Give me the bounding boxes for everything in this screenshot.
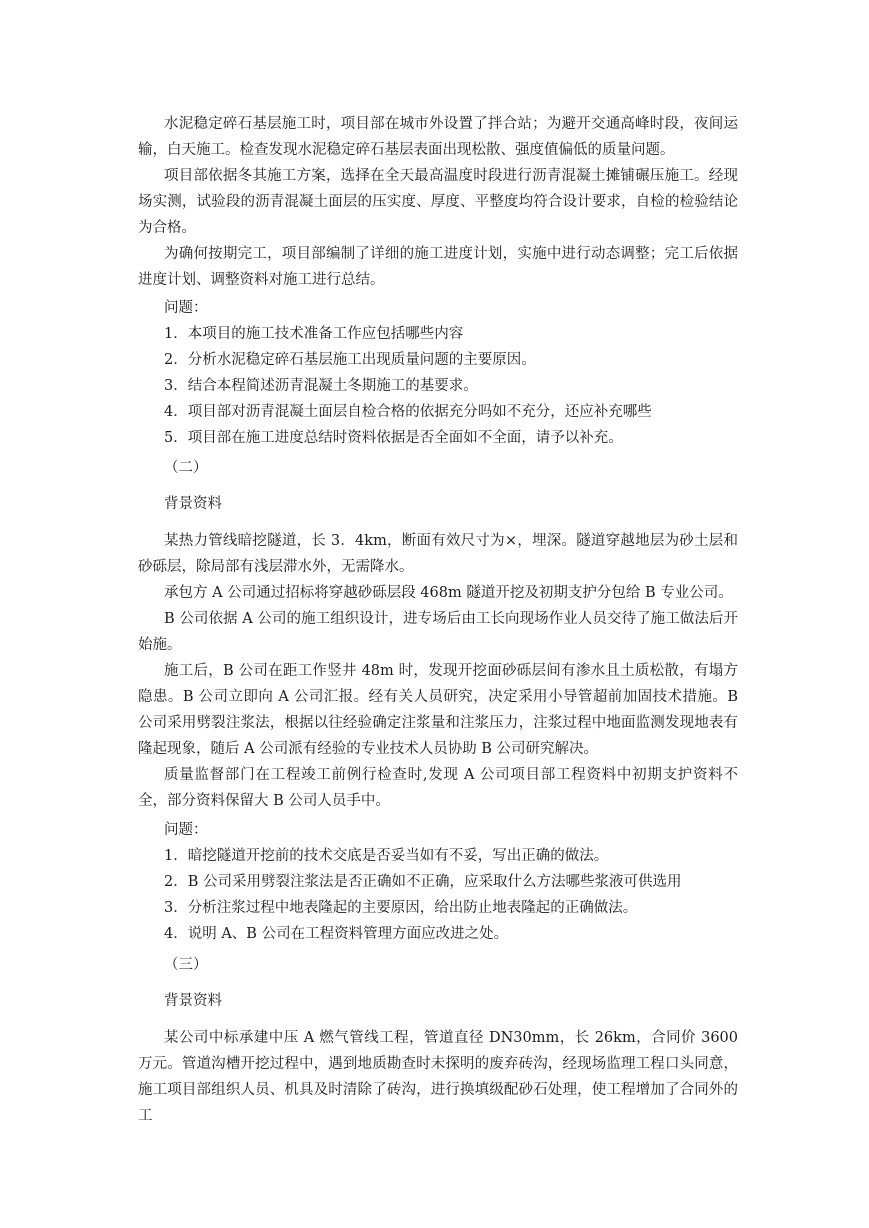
section-2-background-title <box>138 491 738 517</box>
question-item: 4．项目部对沥青混凝土面层自检合格的依据充分吗如不充分，还应补充哪些 <box>164 404 652 420</box>
question-item: 4．说明 A、B 公司在工程资料管理方面应改进之处。 <box>164 926 509 942</box>
questions-title: 问题： <box>164 300 208 316</box>
background-title: 背景资料 <box>164 496 222 512</box>
question-item: 3．结合本程简述沥青混凝土冬期施工的基要求。 <box>164 378 478 394</box>
section-1-questions <box>138 295 738 451</box>
question-item: 3．分析注浆过程中地表隆起的主要原因，给出防止地表隆起的正确做法。 <box>164 900 638 916</box>
section-3-number <box>138 952 738 978</box>
question-item: 1．本项目的施工技术准备工作应包括哪些内容 <box>164 326 464 342</box>
section-2-body <box>138 528 738 814</box>
paragraph: B 公司依据 A 公司的施工组织设计，进专场后由工长向现场作业人员交待了施工做法后开始施。 <box>138 611 738 653</box>
question-item: 5．项目部在施工进度总结时资料依据是否全面如不全面，请予以补充。 <box>164 430 623 446</box>
paragraph: 承包方 A 公司通过招标将穿越砂砾层段 468m 隧道开挖及初期支护分包给 B 专业公司。 <box>164 585 733 601</box>
paragraph: 某公司中标承建中压 A 燃气管线工程，管道直径 DN30mm，长 26km，合同价 3600 万元。管道沟槽开挖过程中，遇到地质勘查时未探明的废弃砖沟，经现场监理工程口头同意，施工项目部组织人员、机具及时清除了砖沟，进行换填级配砂石处理，使工程增加了合同外的工 <box>138 1030 738 1124</box>
section-number: （三） <box>164 957 208 973</box>
paragraph: 质量监督部门在工程竣工前例行检查时,发现 A 公司项目部工程资料中初期支护资料不全，部分资料保留大 B 公司人员手中。 <box>138 767 738 809</box>
paragraph: 水泥稳定碎石基层施工时，项目部在城市外设置了拌合站；为避开交通高峰时段，夜间运输，白天施工。检查发现水泥稳定碎石基层表面出现松散、强度值偏低的质量问题。 <box>138 116 738 158</box>
question-item: 2．B 公司采用劈裂注浆法是否正确如不正确，应采取什么方法哪些浆液可供选用 <box>164 874 682 890</box>
section-2-questions <box>138 817 738 947</box>
paragraph: 项目部依据冬其施工方案，选择在全天最高温度时段进行沥青混凝土摊铺碾压施工。经现场实测，试验段的沥青混凝土面层的压实度、厚度、平整度均符合设计要求，自检的检验结论为合格。 <box>138 168 738 236</box>
paragraph: 为确何按期完工，项目部编制了详细的施工进度计划，实施中进行动态调整；完工后依据进度计划、调整资料对施工进行总结。 <box>138 246 738 288</box>
question-item: 1．暗挖隧道开挖前的技术交底是否妥当如有不妥，写出正确的做法。 <box>164 848 609 864</box>
background-title: 背景资料 <box>164 993 222 1009</box>
section-3-body <box>138 1025 738 1129</box>
questions-title: 问题： <box>164 822 208 838</box>
section-1-body <box>138 111 738 293</box>
question-item: 2．分析水泥稳定碎石基层施工出现质量问题的主要原因。 <box>164 352 536 368</box>
paragraph: 某热力管线暗挖隧道，长 3．4km，断面有效尺寸为×，埋深。隧道穿越地层为砂土层和砂砾层，除局部有浅层滞水外，无需降水。 <box>138 533 738 575</box>
paragraph: 施工后，B 公司在距工作竖井 48m 时，发现开挖面砂砾层间有渗水且土质松散，有塌方隐患。B 公司立即向 A 公司汇报。经有关人员研究，决定采用小导管超前加固技术措施。B 公司采用劈裂注浆法，根据以往经验确定注浆量和注浆压力，注浆过程中地面监测发现地表有隆起现象，随后 A 公司派有经验的专业技术人员协助 B 公司研究解决。 <box>138 663 738 757</box>
section-number: （二） <box>164 460 208 476</box>
section-2-number <box>138 455 738 481</box>
section-3-background-title <box>138 988 738 1014</box>
